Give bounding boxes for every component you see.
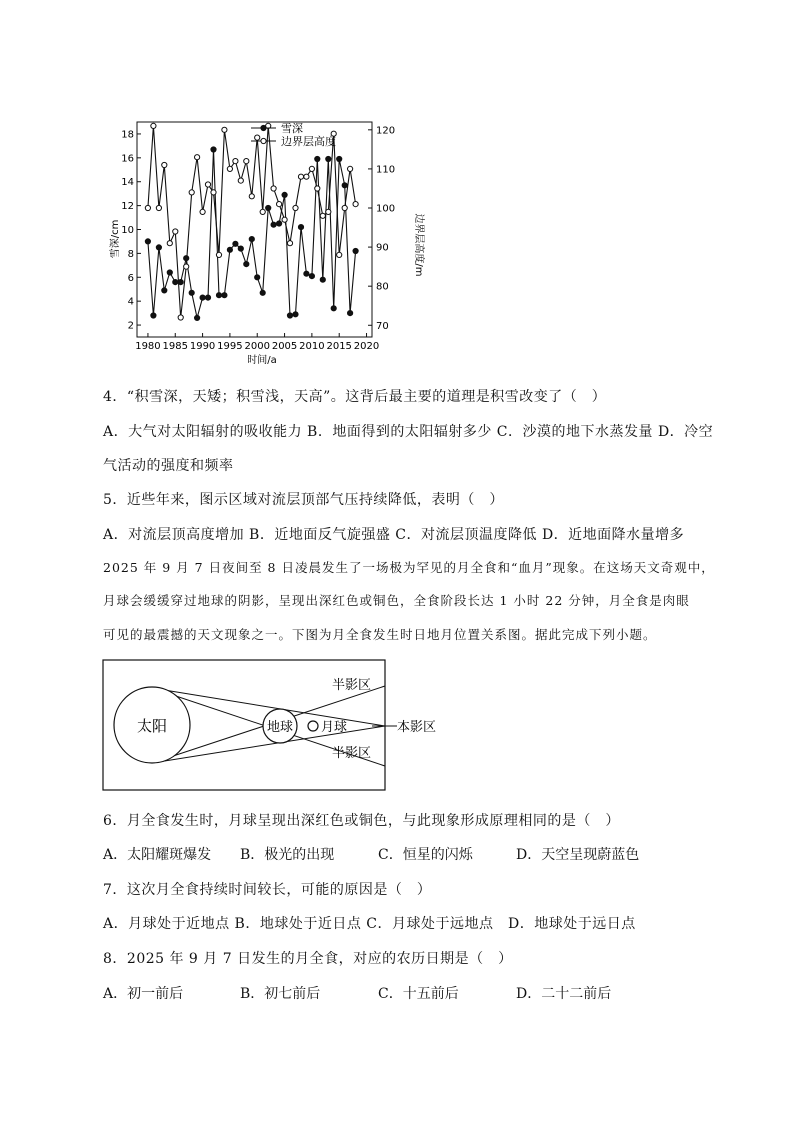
- q4-options-line2: 气活动的强度和频率: [103, 458, 234, 474]
- series-1-point: [277, 221, 282, 226]
- eclipse-diagram: [100, 656, 450, 796]
- umbra-label: 本影区: [397, 720, 437, 735]
- series-2-point: [195, 155, 200, 160]
- left-tick-label: 16: [121, 153, 134, 165]
- series-2-point: [205, 182, 210, 187]
- series-2-point: [200, 209, 205, 214]
- q4-stem: 4．“积雪深，天矮；积雪浅，天高”。这背后最主要的道理是积雪改变了（ ）: [103, 389, 607, 405]
- series-1-point: [353, 248, 358, 253]
- series-2-point: [260, 209, 265, 214]
- series-2-point: [145, 205, 150, 210]
- series-2-point: [189, 190, 194, 195]
- series-1-point: [222, 293, 227, 298]
- series-2-point: [348, 166, 353, 171]
- series-2-point: [271, 186, 276, 191]
- x-tick-label: 1980: [135, 341, 161, 352]
- series-2-point: [184, 264, 189, 269]
- series-1-point: [304, 271, 309, 276]
- sun-label: 太阳: [136, 717, 168, 735]
- left-tick-label: 8: [127, 248, 134, 260]
- series-lines: [148, 126, 356, 318]
- q8-option-d: D．二十二前后: [516, 986, 612, 1002]
- q7-options: A．月球处于近地点 B．地球处于近日点 C．月球处于远地点 D．地球处于远日点: [103, 916, 636, 932]
- q8-option-a: A．初一前后: [103, 986, 184, 1002]
- series-2-point: [222, 127, 227, 132]
- series-line-2: [148, 126, 356, 318]
- series-2-point: [162, 162, 167, 167]
- q6-option-a: A．太阳耀斑爆发: [103, 847, 212, 863]
- series-1-point: [348, 311, 353, 316]
- series-1-point: [184, 256, 189, 261]
- legend-label: 边界层高度: [281, 135, 336, 148]
- series-2-point: [233, 159, 238, 164]
- x-tick-label: 1985: [162, 341, 188, 352]
- series-1-point: [189, 290, 194, 295]
- series-1-point: [320, 277, 325, 282]
- q5-options: A．对流层顶高度增加 B．近地面反气旋强盛 C．对流层顶温度降低 D．近地面降水量增多: [103, 527, 685, 543]
- series-points: [145, 123, 358, 320]
- left-tick-label: 2: [127, 320, 134, 332]
- q8-stem: 8．2025 年 9 月 7 日发生的月全食，对应的农历日期是（ ）: [103, 951, 513, 967]
- left-axis-label: 雪深/cm: [110, 219, 121, 259]
- series-1-point: [167, 270, 172, 275]
- x-axis-ticks: [135, 333, 379, 352]
- legend: [251, 122, 336, 148]
- series-2-point: [315, 186, 320, 191]
- series-1-point: [205, 295, 210, 300]
- penumbra-bottom-label: 半影区: [332, 746, 372, 761]
- series-1-point: [331, 306, 336, 311]
- left-tick-label: 4: [127, 296, 134, 308]
- series-1-point: [326, 156, 331, 161]
- series-1-point: [266, 205, 271, 210]
- series-2-point: [326, 209, 331, 214]
- x-axis-label: 时间/a: [247, 355, 277, 366]
- legend-marker: [261, 125, 266, 130]
- series-1-point: [271, 222, 276, 227]
- series-1-point: [244, 262, 249, 267]
- series-1-point: [315, 156, 320, 161]
- series-1-point: [337, 156, 342, 161]
- series-2-point: [227, 166, 232, 171]
- right-tick-label: 80: [376, 281, 389, 293]
- series-1-point: [173, 280, 178, 285]
- series-2-point: [151, 123, 156, 128]
- series-2-point: [309, 166, 314, 171]
- right-axis-label: 边界层高度/m: [413, 213, 424, 277]
- left-tick-label: 10: [121, 225, 134, 236]
- series-2-point: [337, 252, 342, 257]
- left-tick-label: 12: [121, 201, 134, 213]
- q5-stem: 5．近些年来，图示区域对流层顶部气压持续降低，表明（ ）: [103, 492, 504, 508]
- x-tick-label: 2000: [244, 341, 270, 352]
- series-2-point: [244, 159, 249, 164]
- series-2-point: [178, 315, 183, 320]
- moon-label: 月球: [321, 720, 348, 735]
- series-2-point: [304, 174, 309, 179]
- series-2-point: [298, 174, 303, 179]
- left-tick-label: 14: [121, 177, 134, 189]
- series-2-point: [211, 190, 216, 195]
- x-tick-label: 2005: [271, 341, 298, 352]
- passage-line-3: 可见的最震撼的天文现象之一。下图为月全食发生时日地月位置关系图。据此完成下列小题。: [103, 627, 657, 642]
- earth-label: 地球: [266, 720, 294, 735]
- q6-stem: 6．月全食发生时，月球呈现出深红色或铜色，与此现象形成原理相同的是（ ）: [103, 813, 620, 829]
- q8-option-c: C．十五前后: [378, 986, 459, 1002]
- left-tick-label: 6: [127, 272, 134, 284]
- legend-marker: [261, 138, 266, 143]
- series-1-point: [282, 192, 287, 197]
- series-2-point: [255, 135, 260, 140]
- series-1-point: [162, 288, 167, 293]
- series-2-point: [167, 241, 172, 246]
- penumbra-top-label: 半影区: [332, 678, 372, 693]
- series-2-point: [293, 205, 298, 210]
- series-1-point: [260, 290, 265, 295]
- x-tick-label: 1995: [217, 341, 243, 352]
- series-2-point: [238, 178, 243, 183]
- passage-line-2: 月球会缓缓穿过地球的阴影，呈现出深红色或铜色，全食阶段长达 1 小时 22 分钟，月全食是肉眼: [103, 593, 690, 608]
- series-1-point: [200, 295, 205, 300]
- series-1-point: [233, 241, 238, 246]
- series-1-point: [178, 280, 183, 285]
- snow-boundary-chart: [100, 115, 430, 370]
- q8-option-b: B．初七前后: [240, 986, 321, 1002]
- series-1-point: [151, 313, 156, 318]
- left-axis-ticks: [121, 129, 141, 331]
- series-2-point: [216, 252, 221, 257]
- series-1-point: [211, 147, 216, 152]
- x-tick-label: 2020: [353, 341, 380, 352]
- legend-label: 雪深: [281, 122, 303, 135]
- right-tick-label: 120: [376, 125, 396, 137]
- series-2-point: [320, 213, 325, 218]
- q6-option-c: C．恒星的闪烁: [378, 847, 473, 863]
- series-2-point: [277, 202, 282, 207]
- q7-stem: 7．这次月全食持续时间较长，可能的原因是（ ）: [103, 882, 432, 898]
- series-2-point: [156, 205, 161, 210]
- series-2-point: [173, 229, 178, 234]
- series-1-point: [249, 237, 254, 242]
- series-1-point: [309, 274, 314, 279]
- left-tick-label: 18: [121, 129, 134, 141]
- moon-circle: [308, 721, 318, 731]
- right-tick-label: 70: [376, 320, 389, 332]
- series-1-point: [156, 245, 161, 250]
- right-tick-label: 90: [376, 242, 389, 254]
- series-2-point: [249, 194, 254, 199]
- series-1-point: [298, 225, 303, 230]
- x-tick-label: 1990: [189, 341, 216, 352]
- series-2-point: [287, 241, 292, 246]
- q6-option-d: D．天空呈现蔚蓝色: [516, 847, 640, 863]
- series-1-point: [216, 293, 221, 298]
- right-tick-label: 100: [376, 203, 396, 215]
- x-tick-label: 2015: [326, 341, 352, 352]
- right-tick-label: 110: [376, 164, 396, 176]
- series-2-point: [282, 217, 287, 222]
- series-1-point: [238, 246, 243, 251]
- series-1-point: [342, 183, 347, 188]
- passage-line-1: 2025 年 9 月 7 日夜间至 8 日凌晨发生了一场极为罕见的月全食和“血月”现象。在这场天文奇观中，: [103, 560, 715, 575]
- q6-option-b: B．极光的出现: [240, 847, 335, 863]
- x-tick-label: 2010: [299, 341, 325, 352]
- series-2-point: [353, 202, 358, 207]
- series-1-point: [195, 315, 200, 320]
- series-1-point: [287, 313, 292, 318]
- series-1-point: [293, 312, 298, 317]
- series-1-point: [145, 239, 150, 244]
- series-1-point: [227, 247, 232, 252]
- series-2-point: [342, 205, 347, 210]
- series-1-point: [255, 275, 260, 280]
- q4-options-line1: A．大气对太阳辐射的吸收能力 B．地面得到的太阳辐射多少 C．沙漠的地下水蒸发量 D．冷空: [103, 424, 714, 440]
